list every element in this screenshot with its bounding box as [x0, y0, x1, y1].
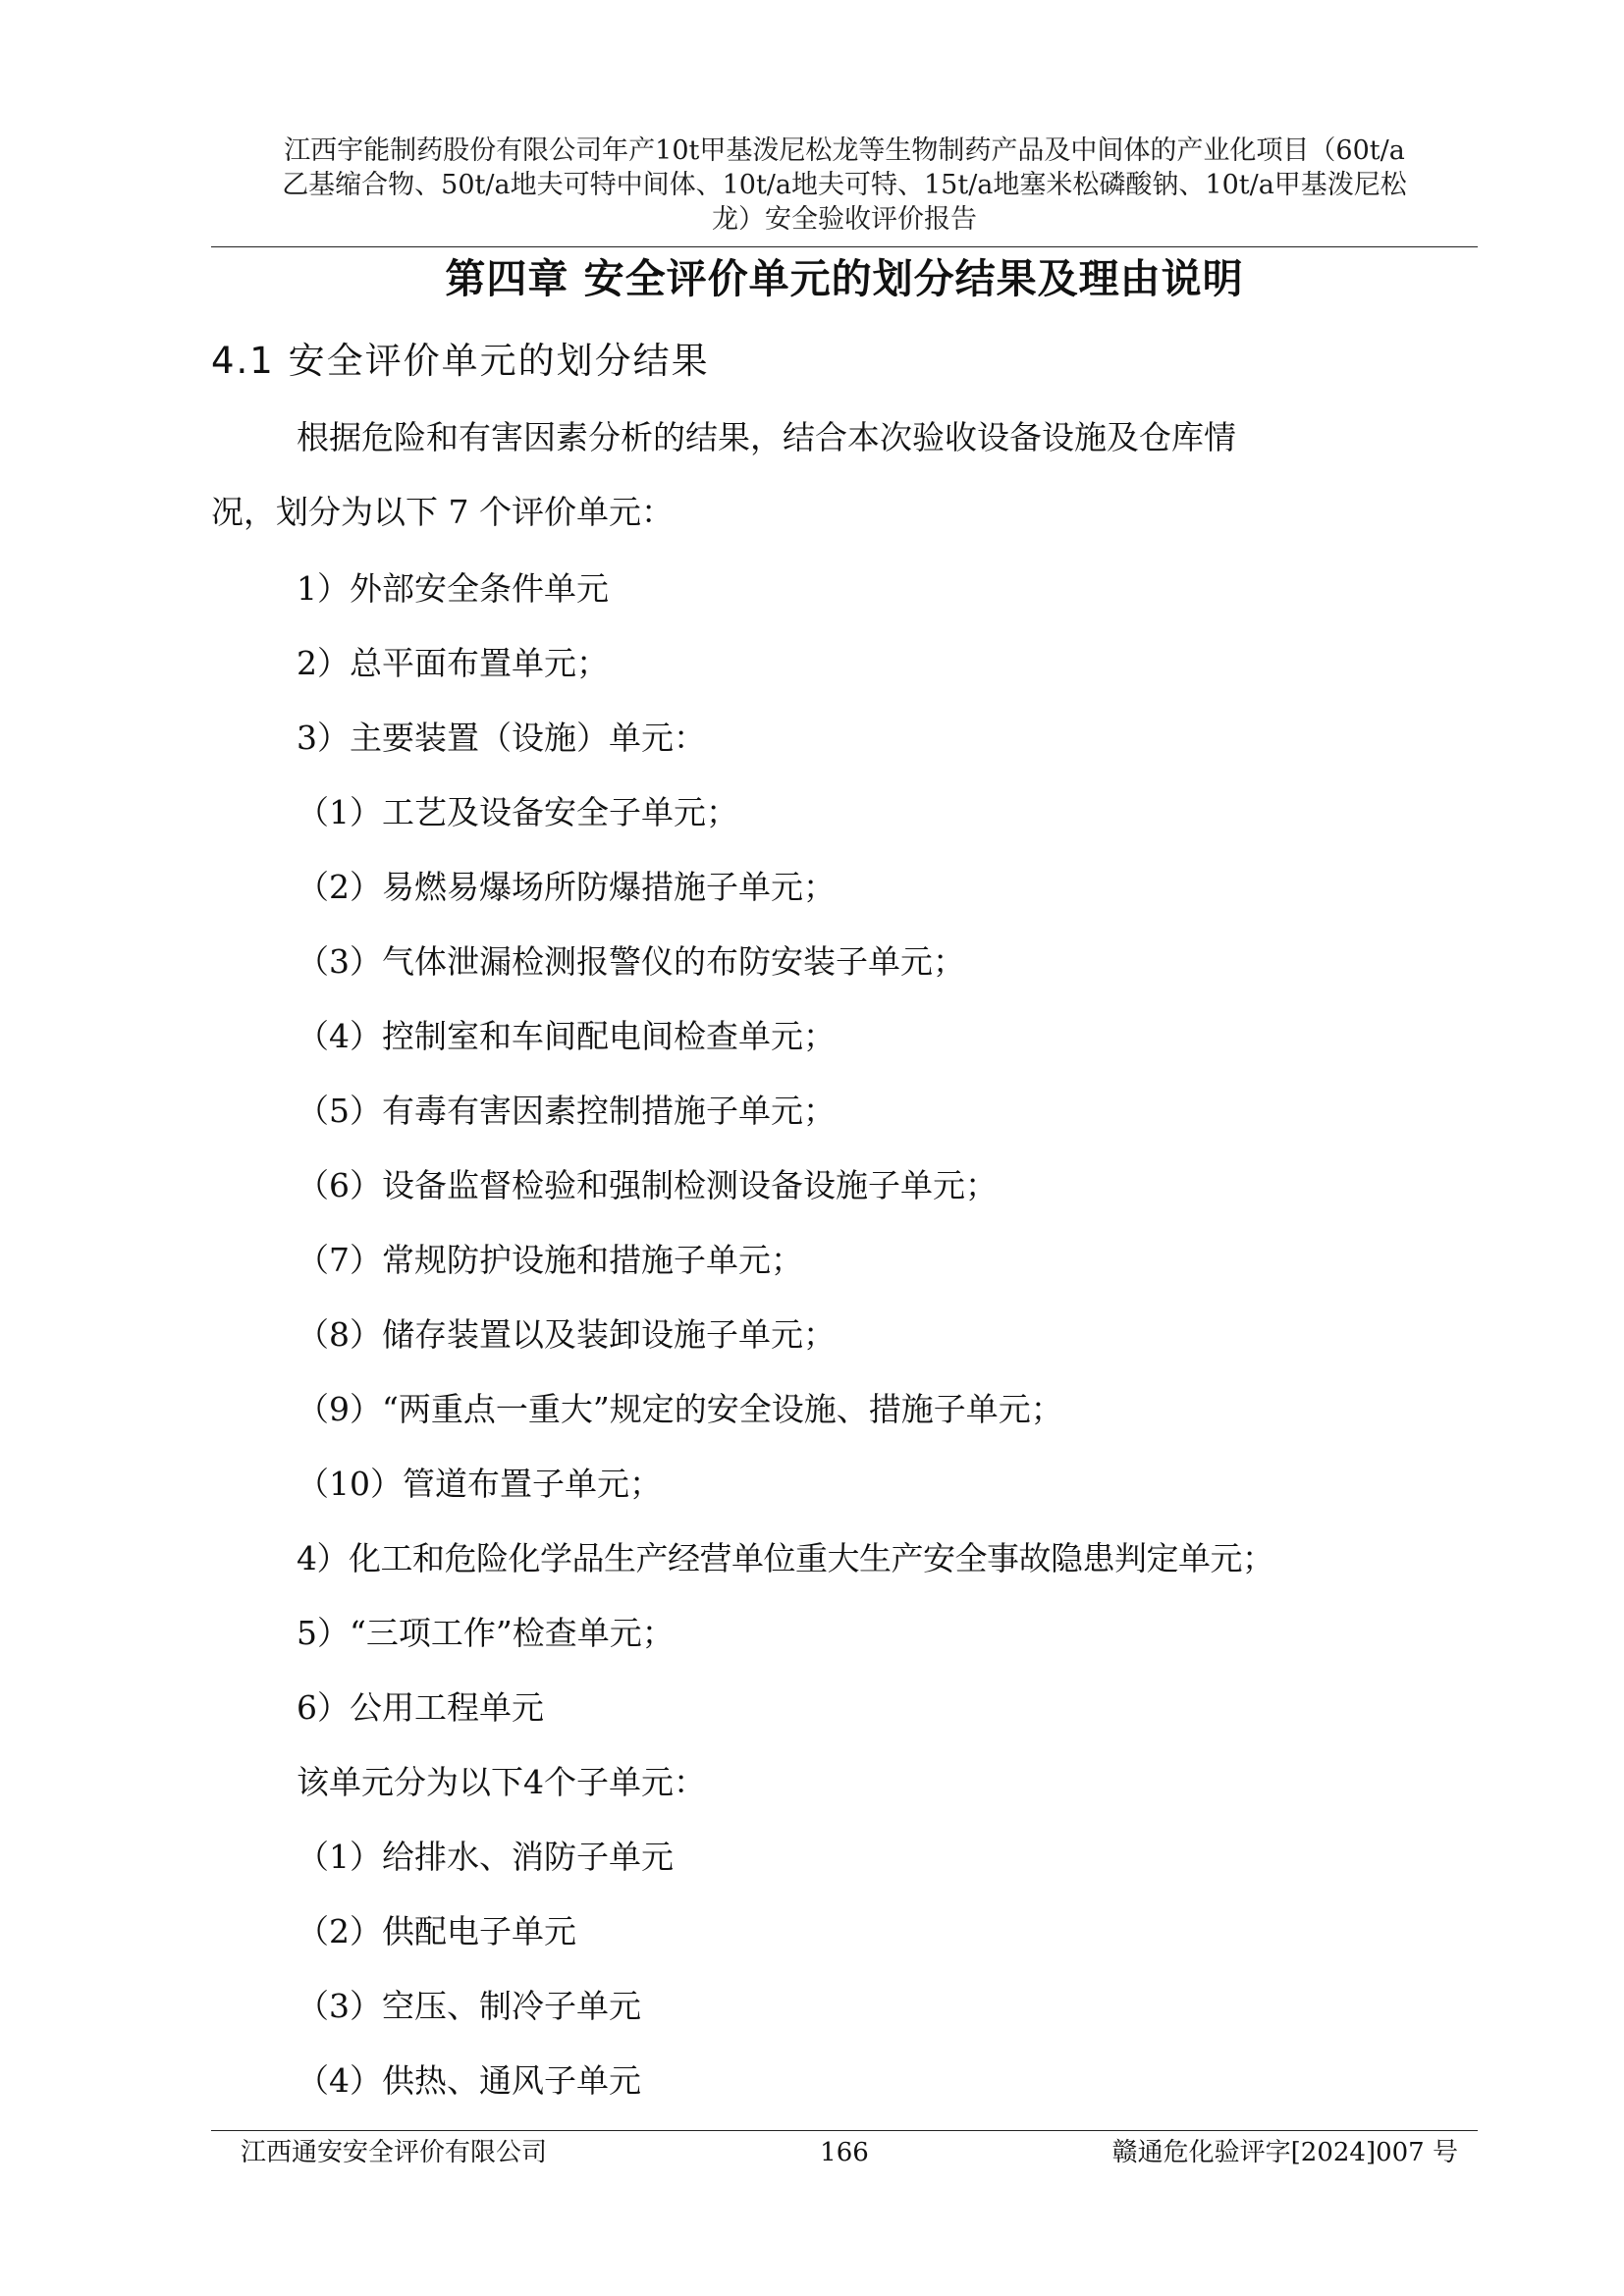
- sub-item-6-2: （2）供配电子单元: [297, 1912, 576, 1950]
- list-item-5: 5）“三项工作”检查单元；: [297, 1614, 675, 1652]
- footer-document-number: 赣通危化验评字[2024]007 号: [1111, 2138, 1458, 2167]
- sub-item-3-2: （2）易燃易爆场所防爆措施子单元；: [297, 868, 836, 906]
- running-header: [211, 133, 1478, 237]
- list-item-2: 2）总平面布置单元；: [297, 644, 609, 682]
- sub-item-3-6: （6）设备监督检验和强制检测设备设施子单元；: [297, 1166, 998, 1204]
- sub-item-3-10: （10）管道布置子单元；: [297, 1465, 662, 1503]
- sub-item-3-5: （5）有毒有害因素控制措施子单元；: [297, 1092, 836, 1130]
- intro-paragraph-line-2: 况，划分为以下 7 个评价单元：: [211, 493, 674, 531]
- list-item-6: 6）公用工程单元: [297, 1688, 544, 1727]
- footer-company: 江西通安安全评价有限公司: [241, 2138, 548, 2167]
- footer-divider: [211, 2130, 1478, 2131]
- sub-item-3-3: （3）气体泄漏检测报警仪的布防安装子单元；: [297, 942, 965, 981]
- sub-item-3-7: （7）常规防护设施和措施子单元；: [297, 1241, 803, 1279]
- header-line-2: 乙基缩合物、50t/a地夫可特中间体、10t/a地夫可特、15t/a地塞米松磷酸钠、10t/a甲基泼尼松: [282, 170, 1407, 200]
- section-title: 4.1 安全评价单元的划分结果: [211, 340, 710, 382]
- header-line-1: 江西宇能制药股份有限公司年产10t甲基泼尼松龙等生物制药产品及中间体的产业化项目（60t/a: [284, 135, 1405, 166]
- sub-item-3-8: （8）储存装置以及装卸设施子单元；: [297, 1315, 836, 1354]
- sub-item-3-4: （4）控制室和车间配电间检查单元；: [297, 1017, 836, 1055]
- list-item-6-note: 该单元分为以下4个子单元：: [297, 1763, 706, 1801]
- page-number: 166: [820, 2138, 869, 2167]
- chapter-title: 第四章 安全评价单元的划分结果及理由说明: [445, 255, 1244, 302]
- sub-item-6-3: （3）空压、制冷子单元: [297, 1987, 641, 2025]
- header-line-3: 龙）安全验收评价报告: [712, 204, 977, 235]
- intro-paragraph-line-1: 根据危险和有害因素分析的结果，结合本次验收设备设施及仓库情: [297, 418, 1236, 456]
- list-item-4: 4）化工和危险化学品生产经营单位重大生产安全事故隐患判定单元；: [297, 1539, 1274, 1577]
- sub-item-3-9: （9）“两重点一重大”规定的安全设施、措施子单元；: [297, 1390, 1063, 1428]
- sub-item-3-1: （1）工艺及设备安全子单元；: [297, 793, 738, 831]
- sub-item-6-1: （1）给排水、消防子单元: [297, 1838, 674, 1876]
- list-item-1: 1）外部安全条件单元: [297, 569, 609, 608]
- sub-item-6-4: （4）供热、通风子单元: [297, 2061, 641, 2100]
- list-item-3: 3）主要装置（设施）单元：: [297, 719, 706, 757]
